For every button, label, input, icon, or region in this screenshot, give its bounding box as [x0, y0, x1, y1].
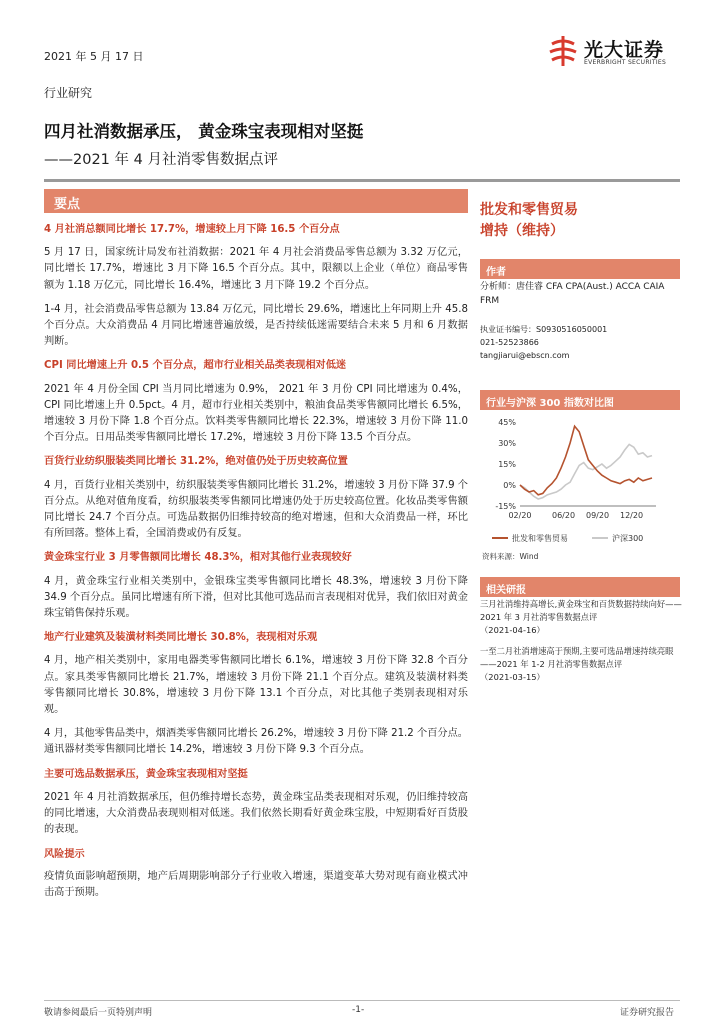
report-title: 四月社消数据承压， 黄金珠宝表现相对坚挺	[44, 122, 364, 141]
paragraph: 2021 年 4 月份全国 CPI 当月同比增速为 0.9%， 2021 年 3 月份 CPI 同比增速为 0.4%，CPI 同比增速上升 0.5pct。4 月，超市行业相关类别中，粮油食品类零售额同比增长 6.5%，增速较 3 月份下降 1.8 个百分点。饮料类零售额同比增长 22.3%，增速较 3 月份下降 11.0 个百分点。日用品类零售额同比增长 17.2%，增速较 3 月份下降 13.5 个百分点。	[44, 383, 468, 444]
series-line	[520, 426, 652, 495]
everbright-logo-icon	[548, 34, 578, 68]
related-banner: 相关研报	[480, 577, 680, 597]
key-points-banner: 要点	[44, 189, 468, 213]
y-tick-label: 0%	[503, 481, 516, 490]
section-block	[44, 222, 468, 350]
chart-svg	[480, 414, 680, 564]
section-block	[44, 358, 468, 446]
x-tick-label: 12/20	[619, 511, 644, 520]
legend-label: 沪深300	[612, 534, 644, 543]
paragraph: 4 月，地产相关类别中，家用电器类零售额同比增长 6.1%，增速较 3 月份下降 32.8 个百分点。家具类零售额同比增长 21.7%，增速较 3 月份下降 21.1 个百分点。建筑及装潢材料类零售额同比增长 30.8%，增速较 3 月份下降 13.1 个百分点，对比其他子类别表现相对乐观。	[44, 655, 468, 716]
footer-disclaimer[interactable]: 敬请参阅最后一页特别声明	[44, 1008, 153, 1018]
related-report-item[interactable]	[480, 598, 682, 637]
paragraph: 4 月，百货行业相关类别中，纺织服装类零售额同比增长 31.2%，增速较 3 月份下降 37.9 个百分点。从绝对值角度看，纺织服装类零售额同比增速仍处于历史较高位置。化妆品类零售额同比增长 24.7 个百分点。可选品数据仍旧维持较高的绝对增速，但和大众消费品一样，环比有所回落。整体上看，全国消费或仍有反复。	[44, 479, 468, 540]
y-tick-label: 45%	[498, 418, 516, 427]
risk-heading: 风险提示	[44, 848, 85, 860]
analyst-contacts	[480, 323, 680, 362]
industry-rating: 增持（维持）	[480, 223, 564, 239]
section-heading: 4 月社消总额同比增长 17.7%，增速较上月下降 16.5 个百分点	[44, 224, 340, 235]
brand-logo	[548, 34, 688, 70]
paragraph: 5 月 17 日，国家统计局发布社消数据：2021 年 4 月社会消费品零售总额为 3.32 万亿元，同比增长 17.7%，增速比 3 月下降 16.5 个百分点。其中，限额以上企业（单位）商品零售额为 1.18 万亿元，同比增长 16.4%，增速比 3 月下降 19.2 个百分点。	[44, 247, 468, 291]
analyst-name: 分析师：唐佳睿 CFA CPA(Aust.) ACCA CAIA FRM	[480, 282, 665, 306]
section-label: 行业研究	[44, 86, 93, 100]
index-comparison-chart	[480, 414, 680, 564]
y-tick-label: -15%	[495, 502, 516, 511]
paragraph: 4 月，黄金珠宝行业相关类别中，金银珠宝类零售额同比增长 48.3%，增速较 3 月份下降 34.9 个百分点。虽同比增速有所下滑，但对比其他可选品而言表现相对优异，我们依旧对黄金珠宝销售保持乐观。	[44, 575, 468, 620]
section-heading: 百货行业纺织服装类同比增长 31.2%，绝对值仍处于历史较高位置	[44, 456, 348, 468]
section-block	[44, 767, 468, 839]
footer-divider	[44, 1000, 680, 1001]
report-date: 2021 年 5 月 17 日	[44, 50, 144, 63]
section-heading: CPI 同比增速上升 0.5 个百分点，超市行业相关品类表现相对低迷	[44, 360, 347, 372]
related-report-date: （2021-04-16）	[480, 625, 545, 635]
logo-text: 光大证券	[584, 39, 665, 61]
paragraph: 2021 年 4 月社消数据承压，但仍维持增长态势，黄金珠宝品类表现相对乐观，仍旧维持较高的同比增速，大众消费品表现则相对低迷。我们依然长期看好黄金珠宝股，中短期看好百货股的表现。	[44, 791, 468, 836]
report-subtitle: ——2021 年 4 月社消零售数据点评	[44, 152, 278, 168]
phone-number: 021-52523866	[480, 338, 539, 347]
related-report-title: 一至二月社消增速高于预期,主要可选品增速持续亮眼——2021 年 1-2 月社消零售数据点评	[480, 646, 674, 669]
page-number: -1-	[352, 1005, 365, 1015]
footer-doc-type: 证券研究报告	[620, 1008, 675, 1018]
section-heading: 主要可选品数据承压，黄金珠宝表现相对坚挺	[44, 768, 248, 780]
section-block	[44, 454, 468, 542]
cert-number: 执业证书编号：S0930516050001	[480, 325, 608, 334]
email-link[interactable]: tangjiarui@ebscn.com	[480, 351, 570, 360]
y-tick-label: 30%	[498, 439, 516, 448]
paragraph: 1-4 月，社会消费品零售总额为 13.84 万亿元，同比增长 29.6%，增速比上年同期上升 45.8 个百分点。大众消费品 4 月同比增速普遍放缓，是否持续低迷需要结合未来 5 月和 6 月数据判断。	[44, 303, 468, 348]
paragraph: 4 月，其他零售品类中，烟酒类零售额同比增长 26.2%，增速较 3 月份下降 21.2 个百分点。通讯器材类零售额同比增长 14.2%，增速较 3 月份下降 9.3 个百分点。	[44, 728, 468, 756]
legend-label: 批发和零售贸易	[512, 534, 568, 543]
y-tick-label: 15%	[498, 460, 516, 469]
risk-text: 疫情负面影响超预期，地产后周期影响部分子行业收入增速，渠道变革大势对现有商业模式冲击高于预期。	[44, 870, 468, 898]
industry-name: 批发和零售贸易	[480, 202, 578, 218]
x-tick-label: 06/20	[551, 511, 576, 520]
section-heading: 黄金珠宝行业 3 月零售额同比增长 48.3%，相对其他行业表现较好	[44, 552, 352, 564]
main-body	[44, 222, 468, 909]
x-tick-label: 02/20	[508, 511, 532, 520]
logo-subtext: EVERBRIGHT SECURITIES	[584, 59, 667, 66]
header-divider	[44, 179, 680, 182]
section-heading: 地产行业建筑及装潢材料类同比增长 30.8%，表现相对乐观	[44, 632, 318, 644]
related-report-date: （2021-03-15）	[480, 672, 545, 682]
related-report-item[interactable]	[480, 645, 682, 684]
chart-banner: 行业与沪深 300 指数对比图	[480, 390, 680, 410]
section-block	[44, 550, 468, 622]
chart-source: 资料来源：Wind	[482, 552, 539, 561]
related-report-title: 三月社消维持高增长,黄金珠宝和百货数据持续向好——2021 年 3 月社消零售数据点评	[480, 599, 682, 622]
section-block	[44, 630, 468, 758]
related-reports	[480, 598, 682, 692]
author-banner: 作者	[480, 259, 680, 279]
x-tick-label: 09/20	[585, 511, 610, 520]
